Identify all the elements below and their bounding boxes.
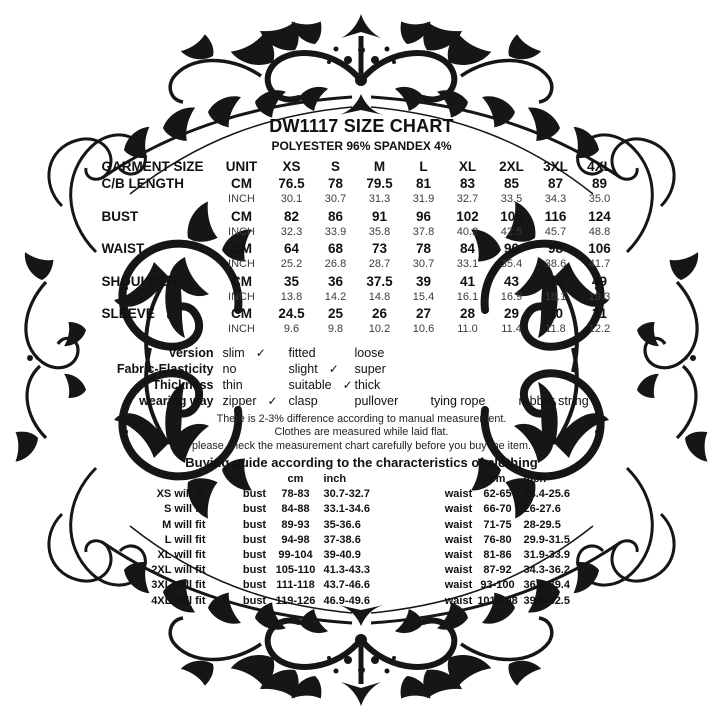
row-label: SLEEVE xyxy=(101,306,155,321)
guide-size-label: 4XL will fit xyxy=(151,594,206,607)
row-unit: INCH xyxy=(228,323,255,335)
feature-option xyxy=(519,393,619,409)
cell: 31 xyxy=(591,306,608,321)
bust-word: bust xyxy=(242,549,267,562)
cell: 24.5 xyxy=(278,306,305,321)
cell: 102 xyxy=(456,208,479,224)
header-size-2xl: 2XL xyxy=(499,159,524,174)
bust-cm: 94-98 xyxy=(281,533,310,546)
note-line: please check the measurement chart carefully before you buy the item. xyxy=(191,439,532,452)
buying-guide-row xyxy=(102,533,622,548)
cell: 30 xyxy=(547,306,564,321)
option-text: clasp xyxy=(288,393,318,408)
bust-word: bust xyxy=(242,533,267,546)
check-icon: ✓ xyxy=(267,393,278,408)
cell: 35.8 xyxy=(368,225,391,238)
bust-inch: 46.9-49.6 xyxy=(323,594,370,607)
bust-cm: 119-126 xyxy=(275,594,316,607)
waist-word: waist xyxy=(444,488,473,501)
cell: 91 xyxy=(371,208,388,224)
size-table-header-row xyxy=(102,158,622,175)
feature-option xyxy=(223,361,289,377)
waist-inch: 34.3-36.2 xyxy=(523,564,570,577)
cell: 30.7 xyxy=(412,258,435,270)
table-row xyxy=(102,208,622,225)
cell: 13.8 xyxy=(280,290,303,303)
feature-option xyxy=(289,393,355,409)
cell: 25.2 xyxy=(280,258,303,270)
feature-option xyxy=(289,361,355,377)
cell: 33.9 xyxy=(324,225,347,238)
bust-inch: 30.7-32.7 xyxy=(323,488,370,501)
cell: 83 xyxy=(459,176,476,191)
feature-option xyxy=(355,393,431,409)
guide-size-label: XS will fit xyxy=(156,488,206,501)
guide-size-label: S will fit xyxy=(163,503,206,516)
cell: 11.8 xyxy=(545,323,566,335)
cell: 43 xyxy=(503,273,520,289)
option-text: pullover xyxy=(354,393,399,408)
waist-inch: 29.9-31.5 xyxy=(523,533,570,546)
table-row xyxy=(102,290,622,306)
cell: 10.6 xyxy=(412,323,435,335)
row-unit: CM xyxy=(231,273,252,289)
cell: 31.3 xyxy=(368,193,391,205)
cell: 78 xyxy=(415,241,432,256)
row-label: WAIST xyxy=(101,241,145,256)
feature-label: Thickness xyxy=(152,377,214,392)
buying-guide-row xyxy=(102,502,622,517)
row-unit: INCH xyxy=(228,225,255,238)
buying-guide-table xyxy=(102,472,622,609)
cell: 15.4 xyxy=(412,290,435,303)
waist-word: waist xyxy=(444,579,473,592)
bust-cm: 89-93 xyxy=(281,518,310,531)
feature-option xyxy=(431,393,519,409)
waist-cm: 62-65 xyxy=(483,488,512,501)
cell: 68 xyxy=(327,241,344,256)
header-bust-inch: inch xyxy=(323,473,347,485)
feature-option xyxy=(289,377,355,393)
row-unit: CM xyxy=(231,241,252,256)
header-unit: UNIT xyxy=(225,159,258,174)
waist-inch: 28-29.5 xyxy=(523,518,561,531)
cell: 87 xyxy=(547,176,564,191)
feature-option xyxy=(223,393,289,409)
option-text: no xyxy=(222,361,237,376)
cell: 32.7 xyxy=(456,193,479,205)
header-waist-cm: cm xyxy=(489,473,506,485)
cell: 36 xyxy=(327,273,344,289)
feature-row-elasticity xyxy=(102,361,622,377)
buying-guide-heading: Buying guide according to the characteristics of clothing xyxy=(185,455,538,470)
row-label: C/B LENGTH xyxy=(101,176,184,191)
option-text: suitable xyxy=(288,377,332,392)
waist-inch: 24.4-25.6 xyxy=(523,488,570,501)
bust-word: bust xyxy=(242,518,267,531)
feature-label: Fabric-Elasticity xyxy=(116,361,214,376)
row-unit: INCH xyxy=(228,290,255,303)
waist-word: waist xyxy=(444,564,473,577)
cell: 106 xyxy=(588,241,611,256)
cell: 64 xyxy=(283,241,300,256)
header-size-m: M xyxy=(373,159,386,174)
cell: 35.4 xyxy=(500,258,523,270)
cell: 26.8 xyxy=(324,258,347,270)
cell: 82 xyxy=(283,208,300,224)
waist-cm: 81-86 xyxy=(483,549,512,562)
row-unit: INCH xyxy=(228,193,255,205)
bust-inch: 35-36.6 xyxy=(323,518,361,531)
header-size-4xl: 4XL xyxy=(587,159,612,174)
cell: 124 xyxy=(588,208,611,224)
cell: 41.7 xyxy=(588,258,611,270)
header-size-xl: XL xyxy=(458,159,477,174)
cell: 30.7 xyxy=(324,193,347,205)
cell: 40.2 xyxy=(456,225,479,238)
feature-option xyxy=(289,345,355,361)
cell: 81 xyxy=(415,176,432,191)
cell: 37.8 xyxy=(412,225,435,238)
row-unit: CM xyxy=(231,208,252,224)
cell: 90 xyxy=(503,241,520,256)
option-text: slight xyxy=(288,361,318,376)
cell: 33.5 xyxy=(500,193,523,205)
cell: 78 xyxy=(327,176,344,191)
cell: 49 xyxy=(591,273,608,289)
waist-inch: 36.6-39.4 xyxy=(523,579,570,592)
row-label: BUST xyxy=(101,208,139,224)
cell: 37.5 xyxy=(366,273,393,289)
bust-cm: 99-104 xyxy=(278,549,313,562)
waist-inch: 26-27.6 xyxy=(523,503,561,516)
cell: 27 xyxy=(415,306,432,321)
option-text: thick xyxy=(354,377,381,392)
fabric-composition: POLYESTER 96% SPANDEX 4% xyxy=(271,139,452,153)
note-line: Clothes are measured while laid flat. xyxy=(274,426,449,438)
waist-cm: 66-70 xyxy=(483,503,512,516)
cell: 32.3 xyxy=(280,225,303,238)
cell: 98 xyxy=(547,241,564,256)
waist-cm: 101-108 xyxy=(477,594,518,607)
waist-word: waist xyxy=(444,594,473,607)
option-text: loose xyxy=(354,345,385,360)
header-waist-inch: inch xyxy=(523,473,547,485)
cell: 10.2 xyxy=(368,323,391,335)
header-size-s: S xyxy=(330,159,340,174)
guide-size-label: XL will fit xyxy=(157,549,206,562)
bust-inch: 33.1-34.6 xyxy=(323,503,370,516)
cell: 89 xyxy=(591,176,608,191)
cell: 45.7 xyxy=(544,225,567,238)
cell: 28.7 xyxy=(368,258,391,270)
cell: 84 xyxy=(459,241,476,256)
waist-word: waist xyxy=(444,533,473,546)
waist-cm: 76-80 xyxy=(483,533,512,546)
cell: 34.3 xyxy=(544,193,567,205)
cell: 31.9 xyxy=(412,193,435,205)
row-unit: CM xyxy=(231,306,252,321)
cell: 39 xyxy=(415,273,432,289)
option-text: zipper xyxy=(222,393,257,408)
guide-size-label: 3XL will fit xyxy=(151,579,206,592)
check-icon: ✓ xyxy=(342,377,353,392)
waist-inch: 31.9-33.9 xyxy=(523,549,570,562)
note-line: There is 2-3% difference according to manual measurement. xyxy=(216,412,507,425)
cell: 28 xyxy=(459,306,476,321)
option-text: super xyxy=(354,361,386,376)
cell: 46 xyxy=(547,273,564,289)
cell: 85 xyxy=(503,176,520,191)
table-row xyxy=(102,240,622,257)
cell: 116 xyxy=(544,208,567,224)
cell: 35.0 xyxy=(588,193,611,205)
bust-inch: 43.7-46.6 xyxy=(323,579,370,592)
row-label xyxy=(102,322,214,338)
cell: 16.9 xyxy=(500,290,523,303)
cell: 9.6 xyxy=(283,323,300,335)
bust-word: bust xyxy=(242,503,267,516)
cell: 86 xyxy=(327,208,344,224)
size-table xyxy=(102,158,622,338)
guide-size-label: L will fit xyxy=(164,533,206,546)
waist-inch: 39.8-42.5 xyxy=(523,594,570,607)
check-icon: ✓ xyxy=(328,361,339,376)
feature-label: wearing way xyxy=(139,393,214,408)
guide-size-label: M will fit xyxy=(162,518,206,531)
feature-option xyxy=(355,361,431,377)
option-text: rubber string xyxy=(518,393,589,408)
cell: 26 xyxy=(371,306,388,321)
cell: 73 xyxy=(371,241,388,256)
feature-option xyxy=(355,345,431,361)
cell: 18.1 xyxy=(544,290,567,303)
cell: 76.5 xyxy=(278,176,305,191)
cell: 12.2 xyxy=(588,323,611,335)
check-icon: ✓ xyxy=(255,345,266,360)
buying-guide-row xyxy=(102,594,622,609)
feature-option xyxy=(223,377,289,393)
buying-guide-row xyxy=(102,548,622,563)
bust-word: bust xyxy=(242,579,267,592)
feature-option xyxy=(355,377,431,393)
bust-cm: 111-118 xyxy=(276,579,315,592)
cell: 14.8 xyxy=(368,290,391,303)
buying-guide-row xyxy=(102,578,622,593)
chart-content xyxy=(102,116,622,609)
header-size-3xl: 3XL xyxy=(543,159,568,174)
cell: 42.5 xyxy=(500,225,523,238)
table-row xyxy=(102,192,622,208)
measurement-notes xyxy=(102,413,622,454)
bust-cm: 84-88 xyxy=(281,503,310,516)
cell: 25 xyxy=(327,306,344,321)
cell: 9.8 xyxy=(327,323,344,335)
row-unit: CM xyxy=(231,176,252,191)
cell: 33.1 xyxy=(456,258,479,270)
cell: 108 xyxy=(500,208,523,224)
feature-row-wearing-way xyxy=(102,393,622,409)
cell: 41 xyxy=(459,273,476,289)
feature-row-thickness xyxy=(102,377,622,393)
page-title: DW1117 SIZE CHART xyxy=(269,116,454,136)
cell: 38.6 xyxy=(544,258,567,270)
table-row xyxy=(102,273,622,290)
waist-word: waist xyxy=(444,549,473,562)
cell: 30.1 xyxy=(280,193,303,205)
waist-cm: 93-100 xyxy=(480,579,515,592)
guide-size-label: 2XL will fit xyxy=(151,564,206,577)
cell: 14.2 xyxy=(324,290,347,303)
buying-guide-row xyxy=(102,487,622,502)
header-size-xs: XS xyxy=(282,159,301,174)
buying-guide-header-row xyxy=(102,472,622,487)
feature-label: Version xyxy=(168,345,214,360)
table-row xyxy=(102,225,622,241)
waist-cm: 87-92 xyxy=(483,564,512,577)
bust-word: bust xyxy=(242,488,267,501)
buying-guide-row xyxy=(102,563,622,578)
cell: 19.3 xyxy=(588,290,611,303)
waist-word: waist xyxy=(444,518,473,531)
header-size-l: L xyxy=(419,159,428,174)
feature-option xyxy=(223,345,289,361)
bust-cm: 78-83 xyxy=(281,488,310,501)
waist-cm: 71-75 xyxy=(483,518,512,531)
bust-word: bust xyxy=(242,564,267,577)
table-row xyxy=(102,322,622,338)
bust-word: bust xyxy=(242,594,267,607)
cell: 11.4 xyxy=(501,323,522,335)
feature-checklist xyxy=(102,345,622,409)
bust-inch: 39-40.9 xyxy=(323,549,361,562)
row-unit: INCH xyxy=(228,258,255,270)
bust-cm: 105-110 xyxy=(275,564,316,577)
bust-inch: 41.3-43.3 xyxy=(323,564,370,577)
cell: 96 xyxy=(415,208,432,224)
option-text: thin xyxy=(222,377,243,392)
cell: 35 xyxy=(283,273,300,289)
waist-word: waist xyxy=(444,503,473,516)
cell: 11.0 xyxy=(457,323,478,335)
row-label xyxy=(102,225,214,241)
row-label xyxy=(102,192,214,208)
option-text: slim xyxy=(222,345,245,360)
bust-inch: 37-38.6 xyxy=(323,533,361,546)
option-text: tying rope xyxy=(430,393,486,408)
cell: 48.8 xyxy=(588,225,611,238)
feature-row-version xyxy=(102,345,622,361)
header-bust-cm: cm xyxy=(287,473,304,485)
row-label xyxy=(102,257,214,273)
row-label xyxy=(102,290,214,306)
table-row xyxy=(102,257,622,273)
table-row xyxy=(102,305,622,322)
cell: 79.5 xyxy=(366,176,393,191)
table-row xyxy=(102,175,622,192)
cell: 16.1 xyxy=(456,290,479,303)
row-label: SHOULDER xyxy=(101,273,178,289)
buying-guide-row xyxy=(102,518,622,533)
cell: 29 xyxy=(503,306,520,321)
option-text: fitted xyxy=(288,345,316,360)
header-garment-size: GARMENT SIZE xyxy=(101,159,204,174)
